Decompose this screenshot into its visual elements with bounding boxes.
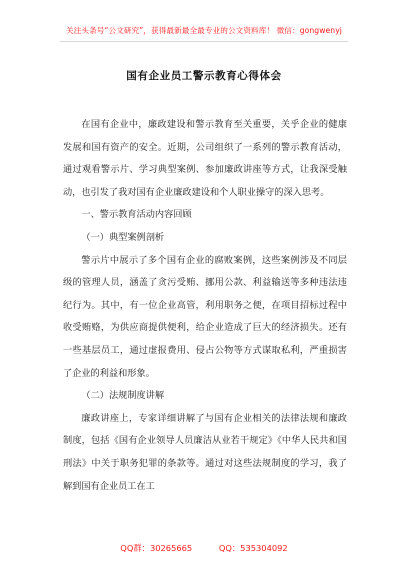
- footer-qq-group: QQ群：30265665: [120, 543, 193, 553]
- promo-banner: 关注头条号“公文研究”，获得最新最全最专业的公文资料库！ 微信：gongwenyj: [66, 26, 342, 35]
- footer-qq: QQ：535304092: [218, 543, 288, 553]
- subsection-heading: （二）法规制度讲解: [81, 390, 165, 402]
- paragraph-regulations: 廉政讲座上，专家详细讲解了与国有企业相关的法律法规和廉政制度，包括《国有企业领导人员廉洁从业若干规定》《中华人民共和国刑法》中关于职务犯罪的条款等。通过对这些法规制度的学习，我了解到国有企业员工在工: [63, 412, 347, 492]
- header-divider: [60, 41, 348, 42]
- section-heading: 一、警示教育活动内容回顾: [81, 209, 192, 221]
- paragraph-cases: 警示片中展示了多个国有企业的腐败案例，这些案例涉及不同层级的管理人员，涵盖了贪污受贿、挪用公款、利益输送等多种违法违纪行为。其中，有一位企业高管，利用职务之便，在项目招标过程中收受贿赂，为供应商提供便利，给企业造成了巨大的经济损失。还有一些基层员工，通过虚报费用、侵占公物等方式谋取私利，严重损害了企业的利益和形象。: [63, 254, 347, 379]
- footer-contact: [0, 542, 408, 554]
- page-title: 国有企业员工警示教育心得体会: [126, 70, 282, 82]
- subsection-heading: （一）典型案例剖析: [81, 231, 165, 243]
- document-body: [63, 114, 347, 498]
- paragraph-intro: 在国有企业中，廉政建设和警示教育至关重要，关乎企业的健康发展和国有资产的安全。近期，公司组织了一系列的警示教育活动，通过观看警示片、学习典型案例、参加廉政讲座等方式，让我深受触动，也引发了我对国有企业廉政建设和个人职业操守的深入思考。: [63, 119, 347, 198]
